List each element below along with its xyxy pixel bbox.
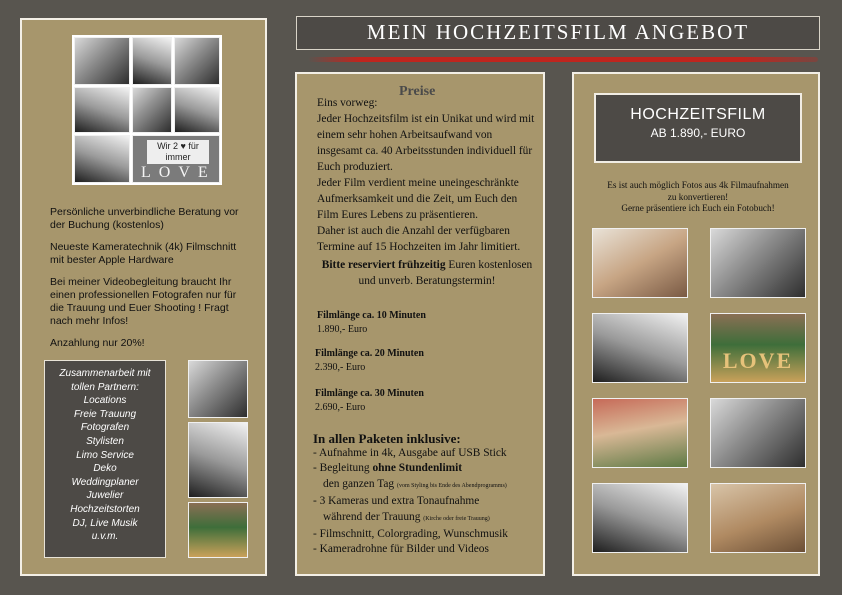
price-value: 2.690,- Euro [315, 402, 366, 413]
partners-box [44, 360, 166, 558]
included-item-editing: - Filmschnitt, Colorgrading, Wunschmusik [313, 528, 508, 541]
header-red-brushstroke [308, 57, 818, 62]
included-item-unlimited-pre: - Begleitung [313, 462, 373, 475]
reserve-rest: Euren kostenlosen und unverb. Beratungstermin! [358, 259, 533, 287]
photo-love-letters [710, 313, 806, 383]
price-item [317, 310, 426, 335]
partner-item: Stylisten [86, 435, 124, 447]
intro-paragraph: Jeder Hochzeitsfilm ist ein Unikat und wird mit einem sehr hohen Arbeitsaufwand von insgesamt ca. 40 Arbeitsstunden individuell für Euch produziert. [317, 113, 535, 173]
paragraph-limited: Daher ist auch die Anzahl der verfügbaren Termine auf 15 Hochzeiten im Jahr limitiert. [317, 225, 521, 253]
reserve-bold: Bitte reserviert frühzeitig [321, 259, 446, 271]
photo-couple-portrait [592, 313, 688, 383]
paragraph-attention: Jeder Film verdient meine uneingeschränkte Aufmerksamkeit und die Zeit, um Euch den Film Eures Lebens zu präsentieren. [317, 177, 519, 221]
price-item [315, 388, 424, 413]
included-item-cameras-line2 [313, 510, 543, 527]
left-panel [20, 18, 267, 576]
collage-photo-rings [174, 87, 220, 133]
collage-photo-sign [132, 135, 220, 183]
photo-vintage-car [710, 228, 806, 298]
partner-item: Juwelier [86, 490, 124, 502]
photobook-note-line1: Es ist auch möglich Fotos aus 4k Filmaufnahmen [607, 180, 789, 190]
partner-item: Hochzeitstorten [70, 503, 140, 515]
partner-item: Limo Service [76, 449, 134, 461]
price-box [594, 93, 802, 163]
partner-item: Weddingplaner [71, 476, 139, 488]
middle-panel [295, 72, 545, 576]
photobook-note-line3: Gerne präsentiere ich Euch ein Fotobuch! [621, 203, 775, 213]
partner-item: Freie Trauung [73, 408, 137, 420]
included-item-unlimited-day: den ganzen Tag [323, 477, 395, 490]
collage-love-text: LOVE [141, 164, 216, 181]
prices-heading: Preise [399, 84, 436, 99]
included-item-unlimited-note: (vom Styling bis Ende des Abendprogramms) [396, 482, 507, 489]
price-box-title: HOCHZEITSFILM [630, 106, 766, 123]
photo-filmmaker [188, 360, 248, 418]
price-item [315, 348, 424, 373]
photo-wedding-car [188, 422, 248, 498]
partners-title: Zusammenarbeit mit tollen Partnern: [59, 368, 151, 393]
partner-item: Fotografen [80, 422, 130, 434]
collage-photo-church [74, 135, 130, 183]
photobook-note [582, 180, 814, 215]
feature-photographer: Bei meiner Videobegleitung braucht Ihr einen professionellen Fotografen nur für die Trauung und Euer Shooting ! Fragt nach mehr Infos! [50, 276, 237, 327]
included-item-cameras: - 3 Kameras und extra Tonaufnahme [313, 495, 480, 508]
feature-camera: Neueste Kameratechnik (4k) Filmschnitt mit bester Apple Hardware [50, 241, 237, 266]
collage-photo-dance [74, 87, 130, 133]
intro-label: Eins vorweg: [317, 97, 378, 109]
photo-guests [710, 398, 806, 468]
collage-photo-kiss [132, 87, 172, 133]
photo-couple-laughing [710, 483, 806, 553]
price-label: Filmlänge ca. 30 Minuten [315, 388, 424, 399]
collage-photo-bride [74, 37, 130, 85]
included-title: In allen Paketen inklusive: [313, 431, 461, 446]
intro-text [317, 95, 537, 289]
photo-reception-hall [592, 483, 688, 553]
price-label: Filmlänge ca. 20 Minuten [315, 348, 424, 359]
love-letters-text: LOVE [722, 348, 794, 373]
included-item-cameras-note: (Kirche oder freie Trauung) [423, 515, 490, 522]
included-item-drone: - Kameradrohne für Bilder und Videos [313, 543, 489, 556]
included-item-unlimited [313, 461, 543, 476]
reserve-text [317, 257, 537, 289]
photo-collage [72, 35, 222, 185]
photobook-note-line2: zu konvertieren! [667, 191, 729, 202]
partner-item: Locations [83, 395, 127, 407]
price-box-price: AB 1.890,- EURO [650, 126, 746, 140]
included-item-unlimited-line2 [313, 477, 543, 494]
collage-photo-couple [132, 37, 172, 85]
feature-deposit: Anzahlung nur 20%! [50, 337, 145, 349]
included-item-unlimited-bold: ohne Stundenlimit [372, 462, 463, 475]
feature-list [50, 206, 250, 350]
partner-item: DJ, Live Musik [72, 517, 138, 529]
price-value: 1.890,- Euro [317, 324, 368, 335]
collage-photo-group [174, 37, 220, 85]
right-panel [572, 72, 820, 576]
photo-bridal-suite [592, 228, 688, 298]
included-section [313, 431, 543, 558]
feature-consultation: Persönliche unverbindliche Beratung vor der Buchung (kostenlos) [50, 206, 239, 231]
collage-sign-text: Wir 2 ♥ für immer [147, 140, 209, 164]
price-value: 2.390,- Euro [315, 362, 366, 373]
price-label: Filmlänge ca. 10 Minuten [317, 310, 426, 321]
partner-item: Deko [93, 463, 117, 475]
photo-bride-flowers [188, 502, 248, 558]
partner-item: u.v.m. [91, 531, 119, 543]
header-title: MEIN HOCHZEITSFILM ANGEBOT [366, 20, 750, 44]
photo-bulldog [592, 398, 688, 468]
included-item-4k: - Aufnahme in 4k, Ausgabe auf USB Stick [313, 447, 507, 459]
included-item-cameras-ceremony: während der Trauung [323, 510, 421, 523]
